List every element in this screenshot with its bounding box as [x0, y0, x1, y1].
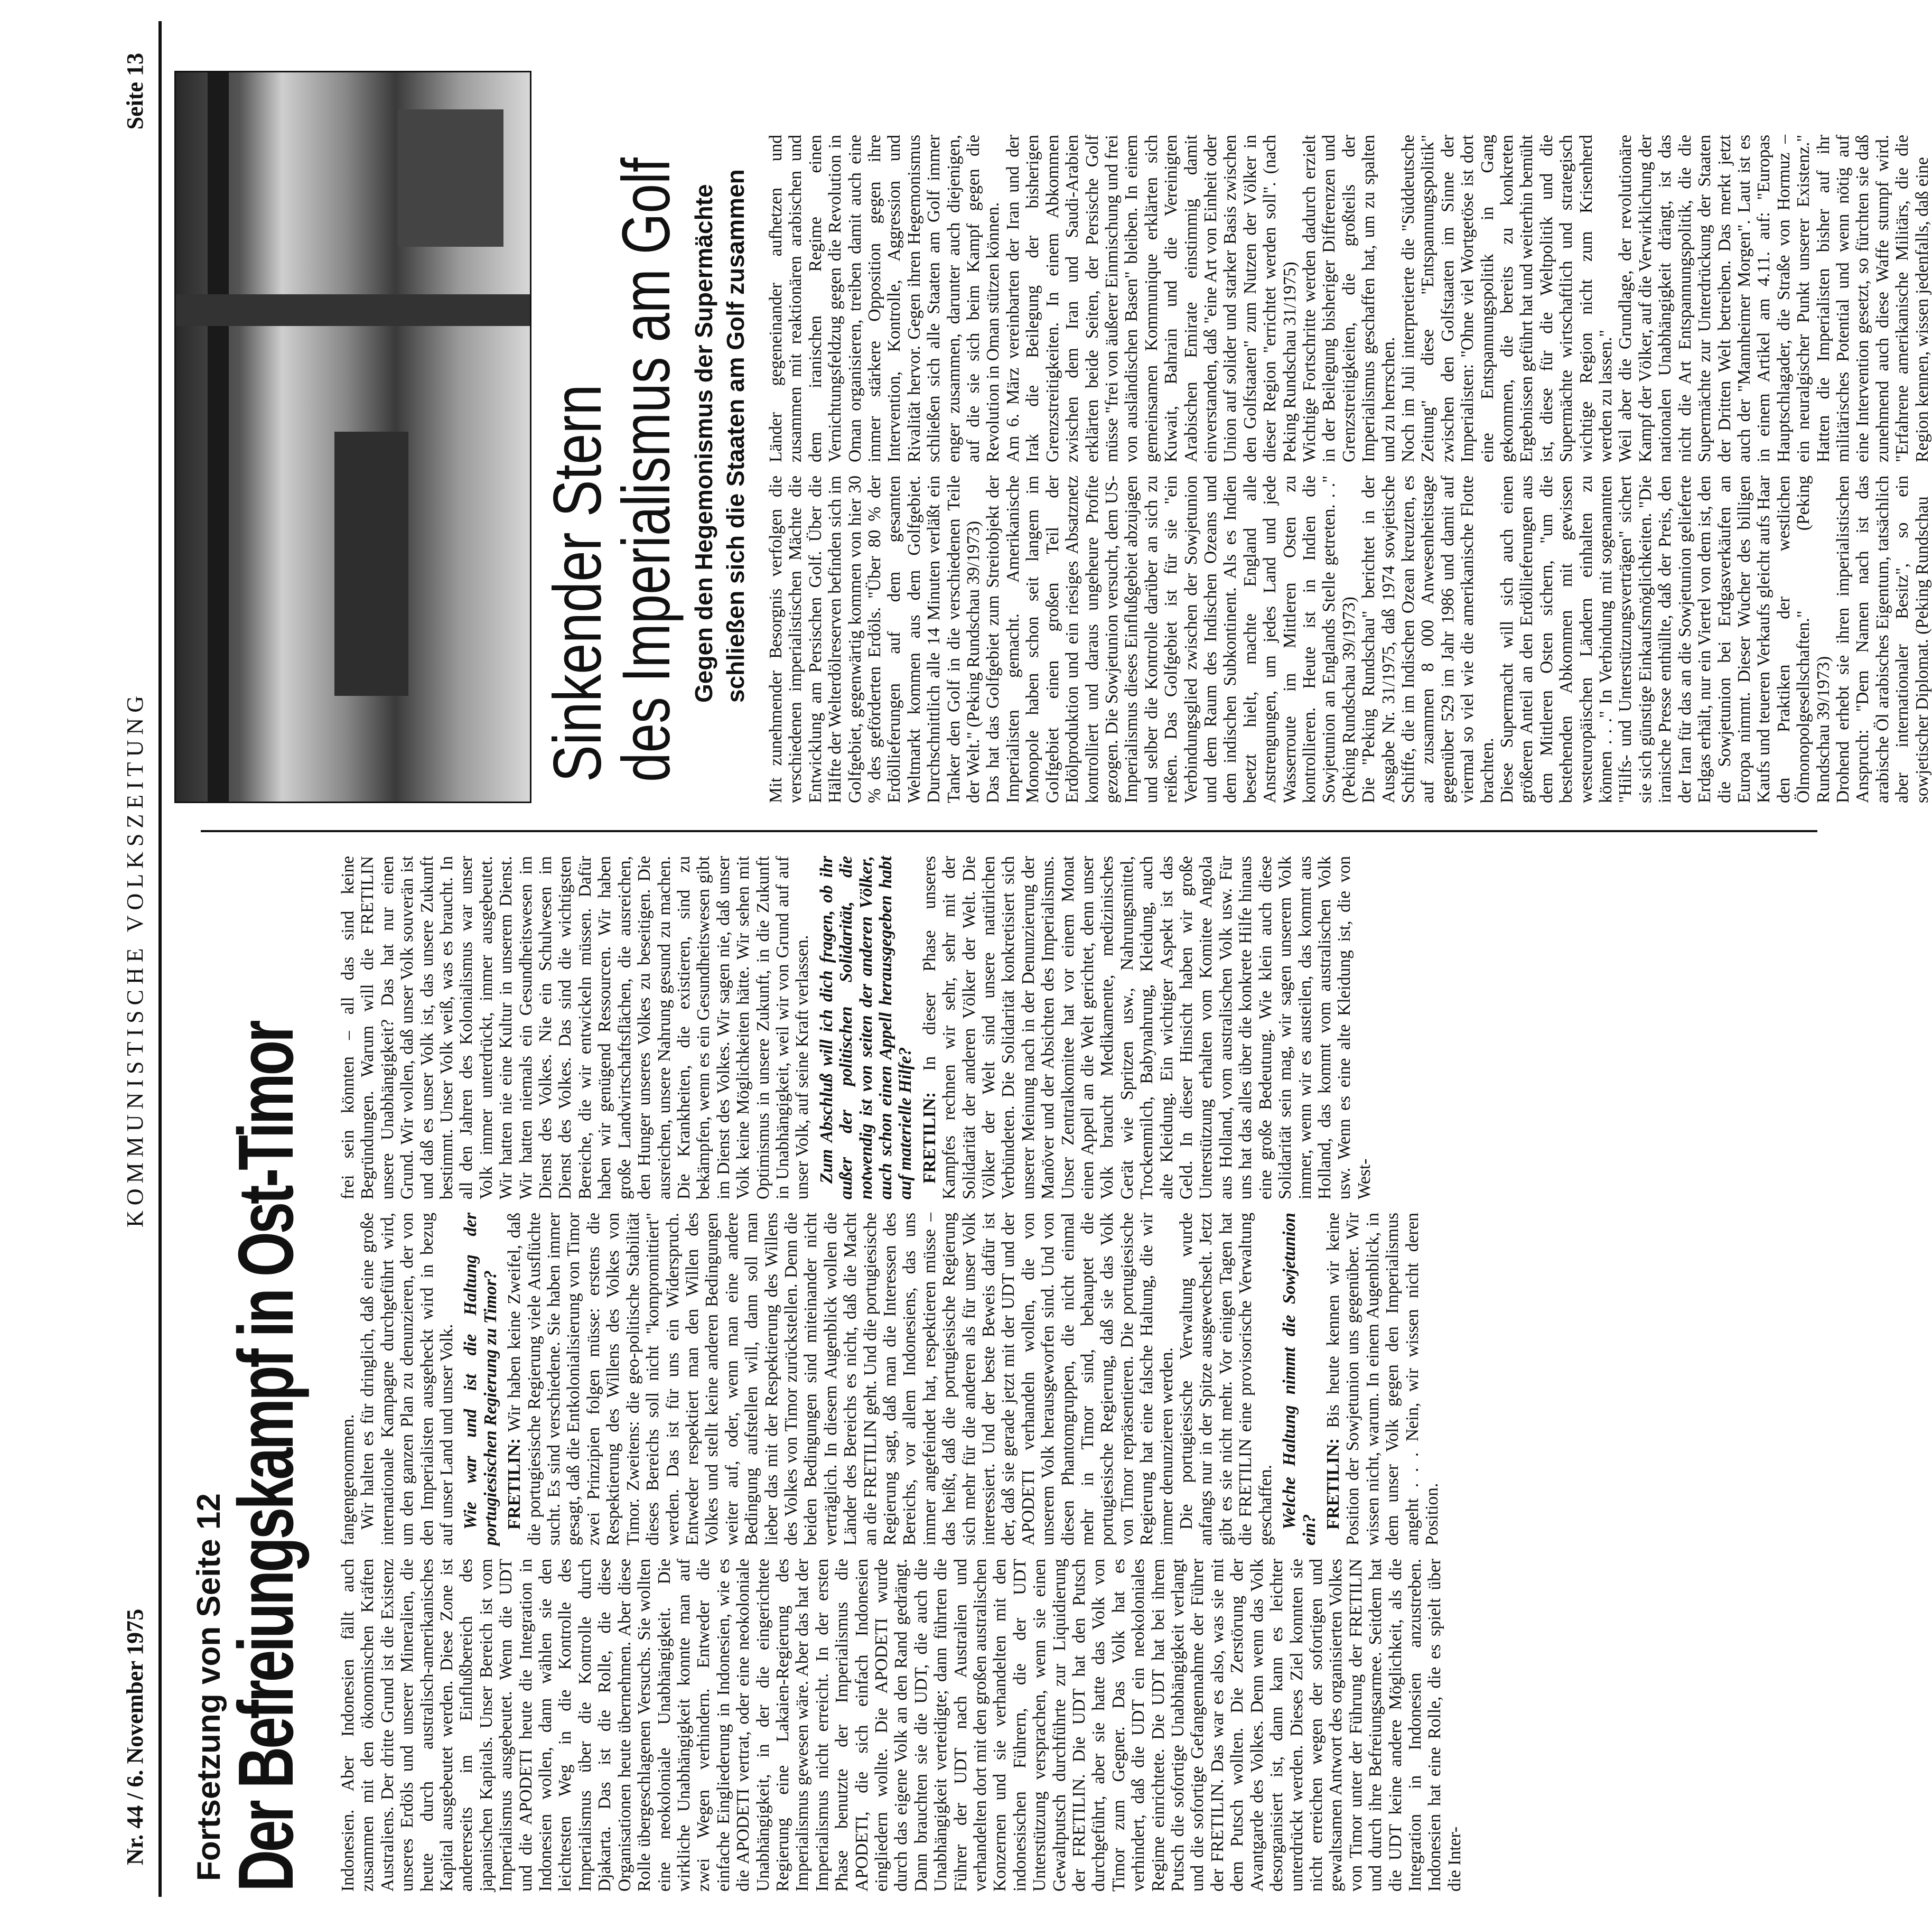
article-subhead-line-2: schließen sich die Staaten am Golf zusammen: [722, 169, 749, 703]
interview-answer: Wir haben keine Zweifel, daß die portugiesische Regierung viele Ausflüchte sucht. Es sind verschiedene. Sie haben immer gesagt, daß die Entkolonialisierung von Timor zwei Prinzipien folgen müsse: erstens die Respektierung des Willens des Volkes von Timor. Zweitens: die geo-politische Stabilität dieses Bereichs soll nicht "kompromittiert" werden. Das ist für uns ein Widerspruch. Entweder respektiert man den Willen des Volkes und stellt keine anderen Bedingungen weiter auf, oder, wenn man eine andere Bedingung aufstellen will, dann soll man lieber das mit der Respektierung des Willens des Volkes von Timor zurückstellen. Denn die beiden Bedingungen sind miteinander nicht verträglich. In diesem Augenblick wollen die Länder des Bereichs es nicht, daß die Macht an die FRETILIN geht. Und die portugiesische Regierung sagt, daß man die Interessen des Bereichs, vor allem Indonesiens, das uns immer angefeindet hat, respektieren müsse – das heißt, daß die portugiesische Regierung sich mehr für die anderen als für unser Volk interessiert. Und der beste Beweis dafür ist der, daß sie gerade jetzt mit der UDT und der APODETI verhandeln wollen, die von unserem Volk herausgeworfen sind. Und von diesen Phantomgruppen, die nicht einmal mehr in Timor sind, behauptet die portugiesische Regierung, daß sie das Volk von Timor repräsentieren. Die portugiesische Regierung hat eine falsche Haltung, die wir immer denunzieren werden.: [505, 1213, 1177, 1545]
article-column-2: [766, 135, 1932, 462]
column-divider: [201, 830, 1817, 832]
article-column-3: [338, 856, 1802, 1199]
body-paragraph: frei sein könnten – all das sind keine Begründungen. Warum will die FRETILIN unsere Unabhängigkeit? Das hat nur einen Grund. Wir wollen, daß unser Volk souverän ist und daß es unser Volk ist, das unsere Zukunft bestimmt. Unser Volk weiß, was es braucht. In all den Jahren des Kolonialismus war unser Volk immer unterdrückt, immer ausgebeutet. Wir hatten nie eine Kultur in unserem Dienst. Wir hatten niemals ein Gesundheitswesen im Dienst des Volkes. Nie ein Schulwesen im Dienst des Volkes. Das sind die wichtigsten Bereiche, die wir entwickeln müssen. Dafür haben wir genügend Ressourcen. Wir haben große Landwirtschaftsflächen, die ausreichen, den Hunger unseres Volkes zu beseitigen. Die ausreichen, unsere Nahrung gesund zu machen. Die Krankheiten, die existieren, sind zu bekämpfen, wenn es ein Gesundheitswesen gibt im Dienst des Volkes. Wir sagen nie, daß unser Volk keine Möglichkeiten hätte. Wir sehen mit Optimismus in unsere Zukunft, in die Zukunft in Unabhängigkeit, weil wir von Grund auf auf unser Volk, auf seine Kraft verlassen.: [338, 856, 813, 1199]
interview-answer: Bis heute kennen wir keine Position der Sowjetunion uns gegenüber. Wir wissen nicht, warum. In einem Augenblick, in dem unser Volk gegen den Imperialismus angeht . . . Nein, wir wissen nicht deren Position.: [1323, 1213, 1442, 1545]
article-ost-timor: [190, 845, 1807, 1892]
speaker-label: FRETILIN:: [919, 1092, 939, 1184]
article-headline: Der Befreiungskampf in Ost-Timor: [222, 1022, 310, 1892]
header-rule: [158, 21, 162, 1897]
photo-shape: [334, 432, 408, 696]
continuation-kicker: Fortsetzung von Seite 12: [191, 1493, 227, 1881]
page-number: Seite 13: [122, 53, 148, 130]
body-paragraph: Wir halten es für dringlich, daß eine große internationale Kampagne durchgeführt wird, um den ganzen Plan zu denunzieren, der von den Imperialisten ausgeheckt wird in bezug auf unser Land und unser Volk.: [358, 1213, 457, 1545]
photo-shape: [398, 109, 503, 247]
body-paragraph: Länder gegeneinander aufhetzen und zusammen mit reaktionären arabischen und dem iranischen Regime einen Vernichtungsfeldzug gegen die Revolution in Oman organisieren, treiben damit auch eine immer stärkere Opposition gegen ihre Intervention, Kontrolle, Aggression und Rivalität hervor. Gegen ihren Hegemonismus schließen sich alle Staaten am Golf immer enger zusammen, darunter auch diejenigen, auf die sie sich beim Kampf gegen die Revolution in Oman stützen können. Am 6. März vereinbarten der Iran und der Irak die Beilegung der bisherigen Grenzstreitigkeiten. In einem Abkommen zwischen dem Iran und Saudi-Arabien erklärten beide Seiten, der Persische Golf müsse "frei von äußerer Einmischung und frei von ausländischen Basen" bleiben. In einem gemeinsamen Kommunique erklärten sich Kuwait, Bahrain und die Vereinigten Arabischen Emirate einstimmig damit einverstanden, daß "eine Art von Einheit oder Union auf solider und starker Basis zwischen den Golfstaaten" zum Nutzen der Völker in dieser Region "errichtet werden soll". (nach Peking Rundschau 31/1975) Wichtige Fortschritte werden dadurch erzielt in der Beilegung bisheriger Differenzen und Grenzstreitigkeiten, die großteils der Imperialismus geschaffen hat, um zu spalten und zu herrschen. Noch im Juli interpretierte die "Süddeutsche Zeitung" diese "Entspannungspolitik" zwischen den Golfstaaten im Sinne der Imperialisten: "Ohne viel Wortgetöse ist dort eine Entspannungspolitik in Gang gekommen, die bereits zu konkreten Ergebnissen geführt hat und weiterhin bemüht ist, diese für die Weltpolitik und die Supermächte wirtschaftlich und strategisch wichtige Region nicht zum Krisenherd werden zu lassen." Weil aber die Grundlage, der revolutionäre Kampf der Völker, auf die Verwirklichung der nationalen Unabhängigkeit drängt, ist das nicht die Art Entspannungspolitik, die die Supermächte zur Unterdrückung der Staaten der Dritten Welt betreiben. Das merkt jetzt auch der "Mannheimer Morgen". Laut ist es in einem Artikel am 4.11. auf: "Europas Hauptschlagader, die Straße von Hormuz – ein neuralgischer Punkt unserer Existenz." Hatten die Imperialisten bisher auf ihr militärisches Potential und wenn nötig auf eine Intervention gesetzt, so fürchten sie daß zunehmend auch diese Waffe stumpf wird. "Erfahrene amerikanische Militärs, die die Region kennen, wissen jedenfalls, daß eine: [766, 135, 1932, 462]
article-column-2: [338, 1213, 1802, 1545]
body-paragraph: Indonesien. Aber Indonesien fällt auch zusammen mit den ökonomischen Kräften Australiens. Der dritte Grund ist die Existenz unseres Erdöls und unserer Mineralien, die heute durch australisch-amerikanisches Kapital ausgebeutet werden. Diese Zone ist andererseits im Einflußbereich des japanischen Kapitals. Unser Bereich ist vom Imperialismus ausgebeutet. Wenn die UDT und die APODETI heute die Integration in Indonesien wollen, dann wählen sie den leichtesten Weg in die Kontrolle des Imperialismus über die Kontrolle durch Djakarta. Das ist die Rolle, die diese Organisationen heute übernehmen. Aber diese Rolle übergeschlagenen Versuchs. Sie wollten eine neokoloniale Unabhängigkeit. Die wirkliche Unabhängigkeit konnte man auf zwei Wegen verhindern. Entweder die einfache Eingliederung in Indonesien, wie es die APODETI vertrat, oder eine neokoloniale Unabhängigkeit, in der die eingerichtete Regierung eine Lakaien-Regierung des Imperialismus gewesen wäre. Aber das hat der Imperialismus nicht erreicht. In der ersten Phase benutzte der Imperialismus die APODETI, die sich einfach Indonesien eingliedern wollte. Die APODETI wurde durch das eigene Volk an den Rand gedrängt. Dann brauchten sie die UDT, die auch die Unabhängigkeit verteidigte; dann führten die Führer der UDT nach Australien und verhandelten dort mit den großen australischen Konzernen und sie verhandelten mit den indonesischen Führern, die der UDT Unterstützung versprachen, wenn sie einen Gewaltputsch durchführte zur Liquidierung der FRETILIN. Die UDT hat den Putsch durchgeführt, aber sie hatte das Volk von Timor zum Gegner. Das Volk hat es verhindert, daß die UDT ein neokoloniales Regime einrichtete. Die UDT hat bei ihrem Putsch die sofortige Unabhängigkeit verlangt und die sofortige Gefangennahme der Führer der FRETILIN. Das war es also, was sie mit dem Putsch wollten. Die Zerstörung der Avantgarde des Volkes. Denn wenn das Volk desorganisiert ist, dann kann es leichter unterdrückt werden. Dieses Ziel konnten sie nicht erreichen wegen der sofortigen und gewaltsamen Antwort des organisierten Volkes von Timor unter der Führung der FRETILIN und durch ihre Befreiungsarmee. Seitdem hat die UDT keine andere Möglichkeit, als die Integration in Indonesien anzustreben. Indonesien hat eine Rolle, die es spielt über die Inter-: [338, 1559, 1464, 1892]
body-paragraph: Die portugiesische Verwaltung wurde anfangs nur in der Spitze ausgewechselt. Jetzt gibt es sie nicht mehr. Vor einigen Tagen hat die FRETILIN eine provisorische Verwaltung geschaffen.: [1177, 1213, 1275, 1545]
article-headline-line-2: des Imperialismus am Golf: [609, 157, 684, 782]
article-headline-line-1: Sinkender Stern: [540, 384, 615, 782]
running-head: [122, 32, 158, 1886]
issue-date: Nr. 44 / 6. November 1975: [122, 1608, 148, 1865]
interview-question: Welche Haltung nimmt die Sowjetunion ein?: [1280, 1213, 1319, 1545]
interview-question: Zum Abschluß will ich dich fragen, ob ihr außer der politischen Solidarität, die notwendig ist von seiten der anderen Völker, auch schon einen Appell herausgegeben habt auf materielle Hilfe?: [816, 856, 916, 1199]
news-photo: [174, 71, 531, 803]
speaker-label: FRETILIN:: [505, 1438, 525, 1530]
photo-shape: [176, 294, 530, 326]
article-column-1: [766, 476, 1932, 803]
newspaper-name: KOMMUNISTISCHE VOLKSZEITUNG: [122, 691, 148, 1227]
article-golf: [174, 37, 1932, 803]
article-column-1: [338, 1559, 1802, 1892]
interview-question: Wie war und ist die Haltung der portugiesischen Regierung zu Timor?: [461, 1213, 500, 1545]
body-paragraph: Mit zunehmender Besorgnis verfolgen die verschiedenen imperialistischen Mächte die Entwicklung am Persischen Golf. Über die Hälfte der Welterdölreserven befinden sich im Golfgebiet, gegenwärtig kommen von hier 30 % des geförderten Erdöls. "Über 80 % der Erdöllieferungen auf dem gesamten Weltmarkt kommen aus dem Golfgebiet. Durchschnittlich alle 14 Minuten verläßt ein Tanker den Golf in die verschiedenen Teile der Welt." (Peking Rundschau 39/1973) Das hat das Golfgebiet zum Streitobjekt der Imperialisten gemacht. Amerikanische Monopole haben schon seit langem im Golfgebiet einen großen Teil der Erdölproduktion und ein riesiges Absatznetz kontrolliert und daraus ungeheure Profite gezogen. Die Sowjetunion versucht, dem US-Imperialismus dieses Einflußgebiet abzujagen und selber die Kontrolle darüber an sich zu reißen. Das Golfgebiet ist für sie "ein Verbindungsglied zwischen der Sowjetunion und dem Raum des Indischen Ozeans und dem indischen Subkontinent. Als es Indien besetzt hielt, machte England alle Anstrengungen, um jedes Land und jede Wasserroute im Mittleren Osten zu kontrollieren. Heute ist in Indien die Sowjetunion an Englands Stelle getreten. . ." (Peking Rundschau 39/1973) Die "Peking Rundschau" berichtet in der Ausgabe Nr. 31/1975, daß 1974 sowjetische Schiffe, die im Indischen Ozean kreuzten, es auf zusammen 8 000 Anwesenheitstage gegenüber 529 im Jahr 1986 und damit auf viermal so viel wie die amerikanische Flotte brachten. Diese Supermacht will sich auch einen größeren Anteil an den Erdöllieferungen aus dem Mittleren Osten sichern, "um die bestehenden Abkommen mit gewissen westeuropäischen Ländern einhalten zu können . . ." In Verbindung mit sogenannten "Hilfs- und Unterstützungsverträgen" sichert sie sich günstige Einkaufsmöglichkeiten. "Die iranische Presse enthüllte, daß der Preis, den der Iran für das an die Sowjetunion gelieferte Erdgas erhält, nur ein Viertel von dem ist, den die Sowjetunion bei Erdgasverkäufen an Europa nimmt. Dieser Wucher des billigen Kaufs und teueren Verkaufs gleicht aufs Haar den Praktiken der westlichen Ölmonopolgesellschaften." (Peking Rundschau 39/1973) Drohend erhebt sie ihren imperialistischen Anspruch: "Dem Namen nach ist das arabische Öl arabisches Eigentum, tatsächlich aber internationaler Besitz", so ein sowjetischer Diplomat. (Peking Rundschau: [766, 476, 1932, 803]
article-subhead-line-1: Gegen den Hegemonismus der Supermächte: [690, 184, 717, 703]
speaker-label: FRETILIN:: [1323, 1438, 1343, 1530]
body-paragraph: fangengenommen.: [338, 1414, 358, 1545]
photo-shape: [208, 72, 229, 802]
interview-answer: In dieser Phase unseres Kampfes rechnen wir sehr, sehr mit der Solidarität der anderen Völker der Welt. Die Völker der Welt sind unsere natürlichen Verbündeten. Die Solidarität konkretisiert sich unserer Meinung nach in der Denunzierung der Manöver und der Absichten des Imperialismus. Unser Zentralkomitee hat vor einem Monat einen Appell an die Welt gerichtet, denn unser Volk braucht Medikamente, medizinisches Gerät wie Spritzen usw., Nahrungsmittel, Trockenmilch, Babynahrung, Kleidung, auch alte Kleidung. Ein wichtiger Aspekt ist das Geld. In dieser Hinsicht haben wir große Unterstützung erhalten vom Komitee Angola aus Holland, vom australischen Volk usw. Für uns hat das alles über die konkrete Hilfe hinaus eine große Bedeutung. Wie klein auch diese Solidarität sein mag, wir sagen unserem Volk immer, wenn wir es austeilen, das kommt aus Holland, das kommt vom australischen Volk usw. Wenn es eine alte Kleidung ist, die von West-: [919, 856, 1374, 1199]
